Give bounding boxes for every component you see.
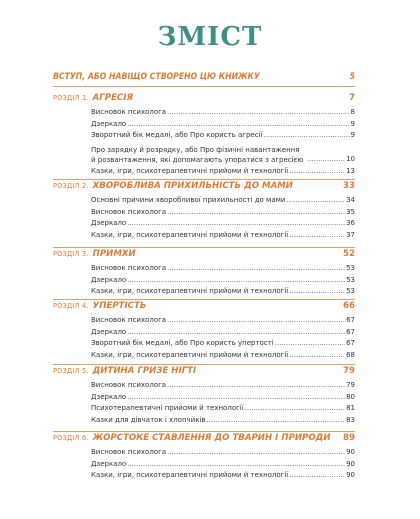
toc-entry[interactable]: [91, 286, 355, 298]
entry-title: Дзеркало: [91, 459, 127, 468]
entry-page: 67: [346, 339, 355, 348]
entry-title: Казки, ігри, психотерапевтичні прийоми й технології: [91, 350, 289, 359]
entry-title: Дзеркало: [91, 327, 127, 336]
entry-title: Про зарядку й розрядку, або Про фізичні навантаження й розвантаження, які допомагають упоратися з агресією: [91, 145, 304, 165]
toc-entry[interactable]: [91, 218, 355, 230]
entry-page: 68: [346, 350, 355, 359]
entry-title: Зворотний бік медалі, або Про користь упертості: [91, 339, 274, 348]
entry-page: 90: [346, 471, 355, 480]
section-title: ПРИМХИ: [92, 249, 136, 259]
entry-page: 90: [346, 448, 355, 456]
toc-entry[interactable]: [91, 338, 355, 350]
toc-entry[interactable]: [91, 275, 355, 287]
entry-page: 9: [350, 131, 355, 140]
toc-entry[interactable]: [91, 403, 355, 415]
divider: [53, 364, 355, 365]
toc-entry[interactable]: [91, 130, 355, 142]
toc-entry[interactable]: [91, 195, 355, 207]
divider: [53, 179, 355, 180]
section-6: [53, 433, 355, 482]
section-page: 79: [343, 366, 355, 376]
toc-entry[interactable]: [91, 315, 355, 327]
entry-title: Дзеркало: [91, 219, 127, 228]
intro-entry[interactable]: [53, 72, 355, 82]
toc-entry[interactable]: [91, 447, 355, 459]
section-header[interactable]: [53, 181, 355, 195]
toc-entry[interactable]: [91, 350, 355, 362]
toc-entry[interactable]: [91, 380, 355, 392]
section-header[interactable]: [53, 249, 355, 263]
intro-title: ВСТУП, АБО НАВІЩО СТВОРЕНО ЦЮ КНИЖКУ: [53, 72, 260, 82]
entry-page: 83: [346, 415, 355, 424]
entry-title: Казки, ігри, психотерапевтичні прийоми й технології: [91, 230, 289, 239]
section-title: ДИТИНА ГРИЗЕ НІГТІ: [92, 366, 197, 376]
section-title: УПЕРТІСТЬ: [92, 301, 147, 311]
entry-page: 53: [346, 287, 355, 296]
entry-page: 9: [350, 119, 355, 128]
section-2: [53, 181, 355, 241]
section-label: РОЗДІЛ 1.: [53, 94, 89, 102]
section-header[interactable]: [53, 366, 355, 380]
entry-title: Висновок психолога: [91, 316, 167, 324]
entry-title: Казки, ігри, психотерапевтичні прийоми й технології: [91, 166, 289, 175]
section-3: [53, 249, 355, 298]
toc-entry[interactable]: [91, 327, 355, 339]
section-page: 33: [343, 181, 355, 191]
section-label: РОЗДІЛ 6.: [53, 434, 89, 442]
toc-entry[interactable]: [91, 470, 355, 482]
toc-entry[interactable]: [91, 263, 355, 275]
section-title: АГРЕСІЯ: [92, 93, 134, 103]
entry-page: 67: [346, 327, 355, 336]
section-header[interactable]: [53, 301, 355, 315]
entry-title: Висновок психолога: [91, 108, 167, 116]
toc-entry[interactable]: [91, 415, 355, 427]
section-4: [53, 301, 355, 361]
toc-entry[interactable]: [91, 459, 355, 471]
entry-title: Казки для дівчаток і хлопчиків: [91, 415, 206, 424]
entry-page: 90: [346, 459, 355, 468]
entry-title: Казки, ігри, психотерапевтичні прийоми й технології: [91, 471, 289, 480]
entry-title: Дзеркало: [91, 275, 127, 284]
entry-page: 35: [346, 207, 355, 216]
entry-title: Зворотний бік медалі, або Про користь агресії: [91, 131, 263, 140]
toc-entry[interactable]: [91, 119, 355, 131]
divider: [53, 431, 355, 432]
entry-title: Висновок психолога: [91, 381, 167, 389]
entry-title: Висновок психолога: [91, 448, 167, 456]
entry-page: 81: [346, 404, 355, 413]
section-title: ЖОРСТОКЕ СТАВЛЕННЯ ДО ТВАРИН І ПРИРОДИ: [92, 433, 331, 443]
toc-entry[interactable]: [91, 392, 355, 404]
entry-title: Казки, ігри, психотерапевтичні прийоми й технології: [91, 287, 289, 296]
entry-title: Дзеркало: [91, 392, 127, 401]
page-title: ЗМІСТ: [157, 22, 263, 52]
toc-entry[interactable]: [91, 145, 355, 166]
entry-page: 8: [350, 108, 355, 116]
section-label: РОЗДІЛ 5.: [53, 367, 89, 375]
divider: [53, 299, 355, 300]
section-header[interactable]: [53, 93, 355, 107]
toc-entry[interactable]: [91, 230, 355, 242]
entry-page: 79: [346, 381, 355, 389]
entry-page: 53: [346, 264, 355, 272]
entry-page: 34: [346, 196, 355, 204]
section-1: [53, 93, 355, 177]
toc-entry[interactable]: [91, 107, 355, 119]
section-page: 7: [349, 93, 355, 103]
entry-page: 10: [346, 155, 355, 163]
entry-title: Основні причини хворобливої прихильності до мами: [91, 196, 286, 204]
entry-page: 36: [346, 219, 355, 228]
divider: [53, 86, 355, 87]
entry-page: 13: [346, 166, 355, 175]
entry-page: 37: [346, 230, 355, 239]
toc-entry[interactable]: [91, 166, 355, 178]
entry-title: Дзеркало: [91, 119, 127, 128]
intro-page: 5: [349, 72, 355, 82]
section-label: РОЗДІЛ 4.: [53, 302, 89, 310]
section-label: РОЗДІЛ 3.: [53, 250, 89, 258]
section-page: 66: [343, 301, 355, 311]
entry-page: 53: [346, 275, 355, 284]
section-label: РОЗДІЛ 2.: [53, 182, 89, 190]
toc-entry[interactable]: [91, 207, 355, 219]
entry-title: Висновок психолога: [91, 207, 167, 216]
section-page: 89: [343, 433, 355, 443]
section-5: [53, 366, 355, 426]
divider: [53, 247, 355, 248]
entry-title: Психотерапевтичні прийоми й технології: [91, 404, 244, 413]
section-title: ХВОРОБЛИВА ПРИХИЛЬНІСТЬ ДО МАМИ: [92, 181, 293, 191]
entry-page: 67: [346, 316, 355, 324]
entry-title: Висновок психолога: [91, 264, 167, 272]
entry-page: 80: [346, 392, 355, 401]
section-page: 52: [343, 249, 355, 259]
section-header[interactable]: [53, 433, 355, 447]
